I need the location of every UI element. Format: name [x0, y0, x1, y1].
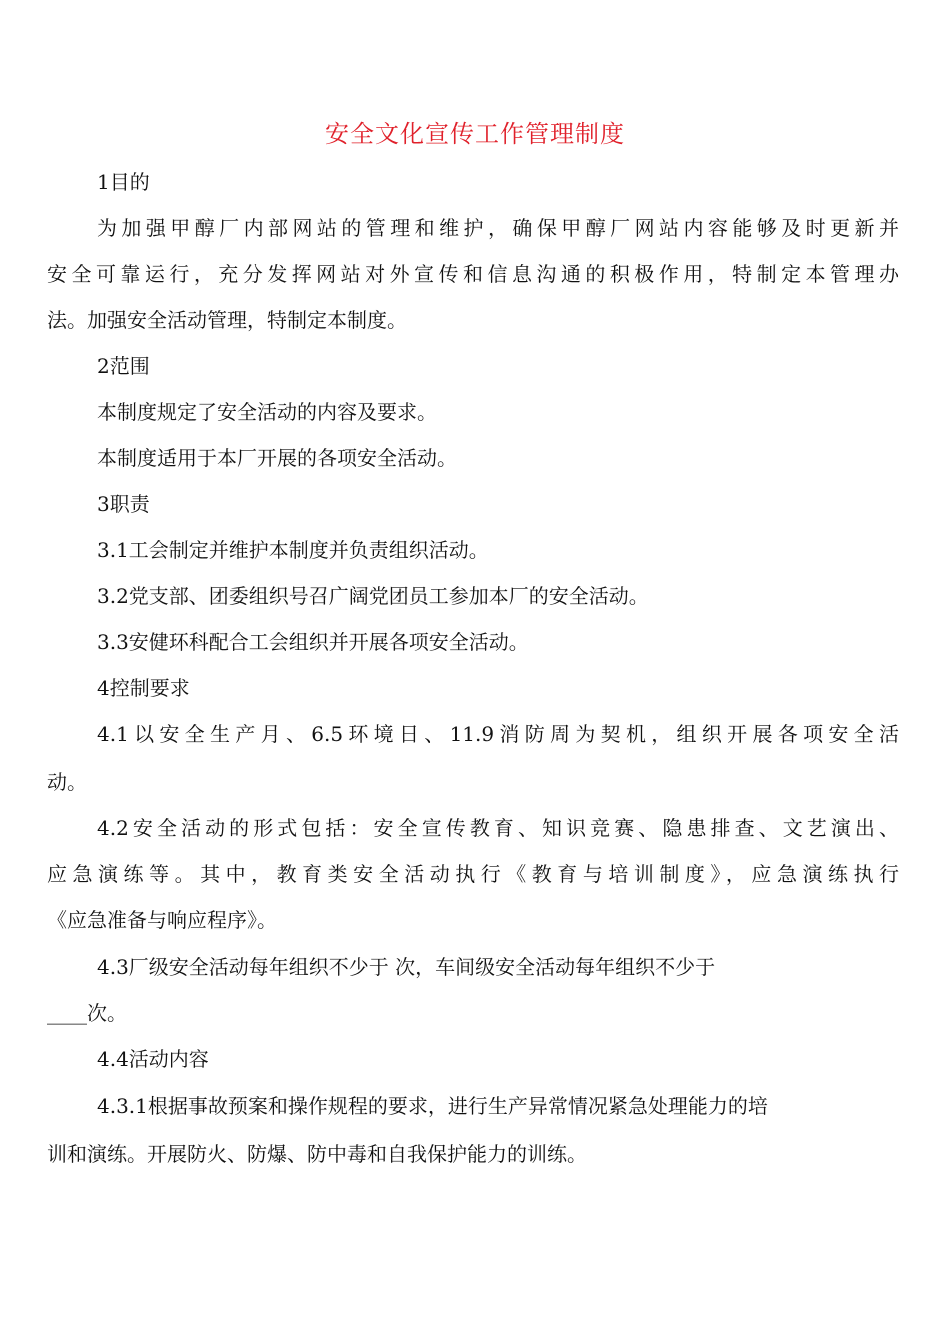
section-heading-scope: 2范围	[97, 354, 150, 378]
paragraph-line: 4.1以安全生产月、6.5环境日、11.9消防周为契机，组织开展各项安全活	[97, 722, 899, 746]
paragraph-line: 训和演练。开展防火、防爆、防中毒和自我保护能力的训练。	[47, 1142, 587, 1166]
paragraph-line: 本制度规定了安全活动的内容及要求。	[97, 400, 437, 424]
document-title: 安全文化宣传工作管理制度	[325, 120, 625, 148]
paragraph-line: 本制度适用于本厂开展的各项安全活动。	[97, 446, 457, 470]
paragraph-line: 安全可靠运行，充分发挥网站对外宣传和信息沟通的积极作用，特制定本管理办	[47, 262, 899, 286]
paragraph-line: 法。加强安全活动管理，特制定本制度。	[47, 308, 407, 332]
paragraph-line: 3.2党支部、团委组织号召广阔党团员工参加本厂的安全活动。	[97, 584, 649, 608]
paragraph-line: 应急演练等。其中，教育类安全活动执行《教育与培训制度》，应急演练执行	[47, 862, 899, 886]
paragraph-line: 4.2安全活动的形式包括：安全宣传教育、知识竞赛、隐患排查、文艺演出、	[97, 816, 899, 840]
paragraph-line: ____次。	[47, 1001, 127, 1025]
paragraph-line: 动。	[47, 770, 87, 794]
section-heading-purpose: 1目的	[97, 170, 150, 194]
paragraph-line: 《应急准备与响应程序》。	[47, 908, 277, 932]
section-heading-responsibilities: 3职责	[97, 492, 150, 516]
section-heading-control-requirements: 4控制要求	[97, 676, 190, 700]
section-heading-activity-content: 4.4活动内容	[97, 1047, 209, 1071]
paragraph-line: 4.3厂级安全活动每年组织不少于 次，车间级安全活动每年组织不少于	[97, 955, 716, 979]
paragraph-line: 3.3安健环科配合工会组织并开展各项安全活动。	[97, 630, 529, 654]
paragraph-line: 3.1工会制定并维护本制度并负责组织活动。	[97, 538, 489, 562]
paragraph-line: 4.3.1根据事故预案和操作规程的要求，进行生产异常情况紧急处理能力的培	[97, 1094, 768, 1118]
paragraph-line: 为加强甲醇厂内部网站的管理和维护，确保甲醇厂网站内容能够及时更新并	[97, 216, 899, 240]
